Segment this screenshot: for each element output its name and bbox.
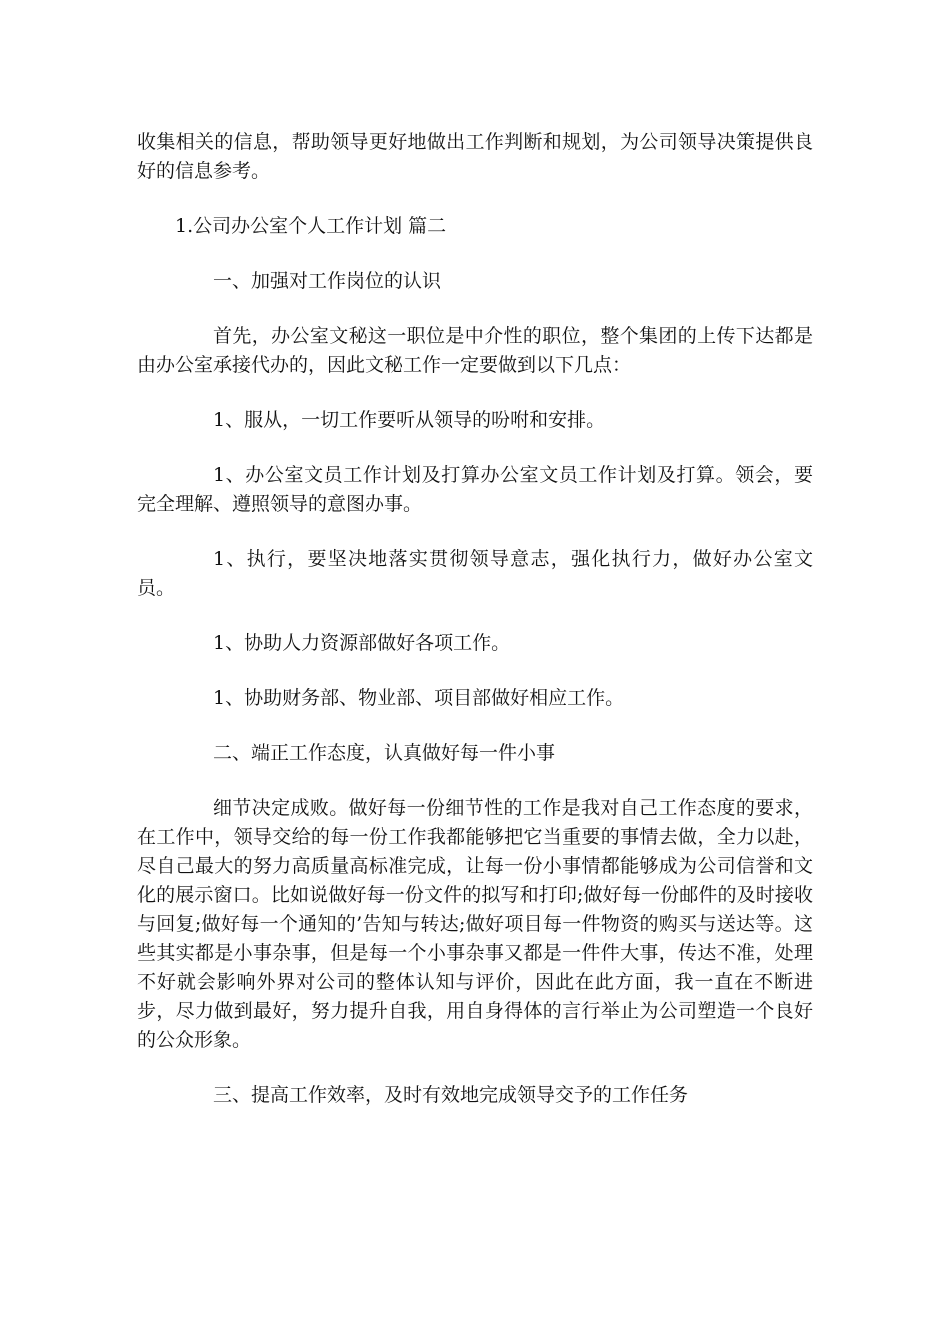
heading-work-efficiency: 三、提高工作效率，及时有效地完成领导交予的工作任务 (213, 1084, 689, 1106)
heading-strengthen-understanding: 一、加强对工作岗位的认识 (213, 270, 442, 292)
list-item-understand: 1、办公室文员工作计划及打算办公室文员工作计划及打算。领会，要完全理解、遵照领导的意图办事。 (137, 464, 813, 515)
paragraph-secretary-role: 首先，办公室文秘这一职位是中介性的职位，整个集团的上传下达都是由办公室承接代办的，因此文秘工作一定要做到以下几点： (137, 325, 813, 376)
list-item-execute: 1、执行，要坚决地落实贯彻领导意志，强化执行力，做好办公室文员。 (137, 548, 813, 599)
paragraph-details-matter: 细节决定成败。做好每一份细节性的工作是我对自己工作态度的要求，在工作中，领导交给的每一份工作我都能够把它当重要的事情去做，全力以赴，尽自己最大的努力高质量高标准完成，让每一份小事情都能够成为公司信誉和文化的展示窗口。比如说做好每一份文件的拟写和打印;做好每一份邮件的及时接收与回复;做好每一个通知的’告知与转达;做好项目每一件物资的购买与送达等。这些其实都是小事杂事，但是每一个小事杂事又都是一件件大事，传达不准，处理不好就会影响外界对公司的整体认知与评价，因此在此方面，我一直在不断进步，尽力做到最好，努力提升自我，用自身得体的言行举止为公司塑造一个良好的公众形象。 (137, 797, 813, 1051)
document-page (137, 128, 813, 1136)
list-item-obey: 1、服从，一切工作要听从领导的吩咐和安排。 (213, 409, 606, 431)
section-title-plan-part-two: 1.公司办公室个人工作计划 篇二 (175, 215, 447, 237)
list-item-assist-departments: 1、协助财务部、物业部、项目部做好相应工作。 (213, 687, 625, 709)
paragraph-intro-continuation: 收集相关的信息，帮助领导更好地做出工作判断和规划，为公司领导决策提供良好的信息参考。 (137, 131, 813, 182)
list-item-assist-hr: 1、协助人力资源部做好各项工作。 (213, 632, 511, 654)
heading-work-attitude: 二、端正工作态度，认真做好每一件小事 (213, 742, 556, 764)
